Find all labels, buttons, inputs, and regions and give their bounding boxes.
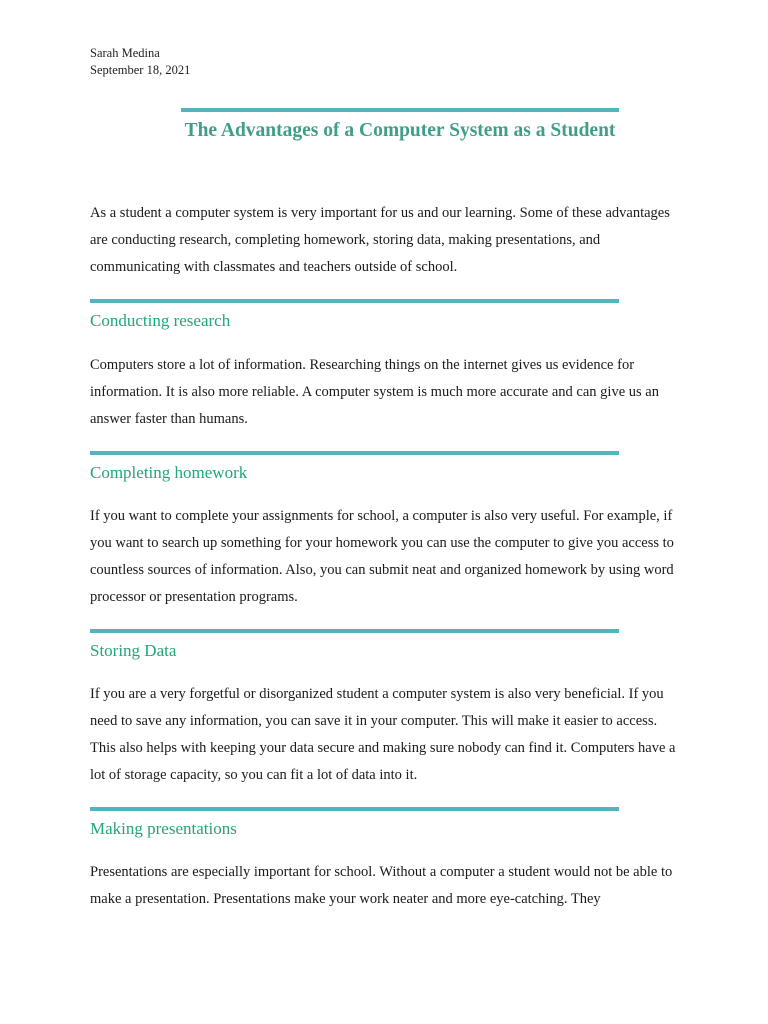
section-body-storing-data: If you are a very forgetful or disorganized student a computer system is also very beneficial. If you need to save any information, you can save it in your computer. This will make it easier to access. This also helps with keeping your data secure and making sure nobody can find it. Computers have a lot of storage capacity, so you can fit a lot of data into it. (90, 686, 676, 783)
document-date: September 18, 2021 (90, 63, 191, 77)
section-body-completing-homework: If you want to complete your assignments for school, a computer is also very useful. For example, if you want to search up something for your homework you can use the computer to give you access to countless sources of information. Also, you can submit neat and organized homework by using word processor or presentation programs. (90, 508, 674, 605)
section-heading-making-presentations: Making presentations (90, 819, 237, 838)
title-divider (181, 108, 619, 112)
section-body-making-presentations: Presentations are especially important for school. Without a computer a student would not be able to make a presentation. Presentations make your work neater and more eye-catching. They (90, 864, 673, 907)
section-body-conducting-research: Computers store a lot of information. Researching things on the internet gives us evidence for information. It is also more reliable. A computer system is much more accurate and can give us an answer faster than humans. (90, 357, 659, 427)
section-divider (90, 629, 619, 633)
section-divider (90, 299, 619, 303)
section-divider (90, 451, 619, 455)
intro-paragraph: As a student a computer system is very important for us and our learning. Some of these advantages are conducting research, completing homework, storing data, making presentations, and communicating with classmates and teachers outside of school. (90, 205, 670, 275)
section-heading-storing-data: Storing Data (90, 641, 177, 660)
section-heading-conducting-research: Conducting research (90, 311, 231, 330)
section-heading-completing-homework: Completing homework (90, 463, 248, 482)
section-divider (90, 807, 619, 811)
document-title: The Advantages of a Computer System as a Student (184, 120, 616, 141)
author-name: Sarah Medina (90, 46, 160, 60)
